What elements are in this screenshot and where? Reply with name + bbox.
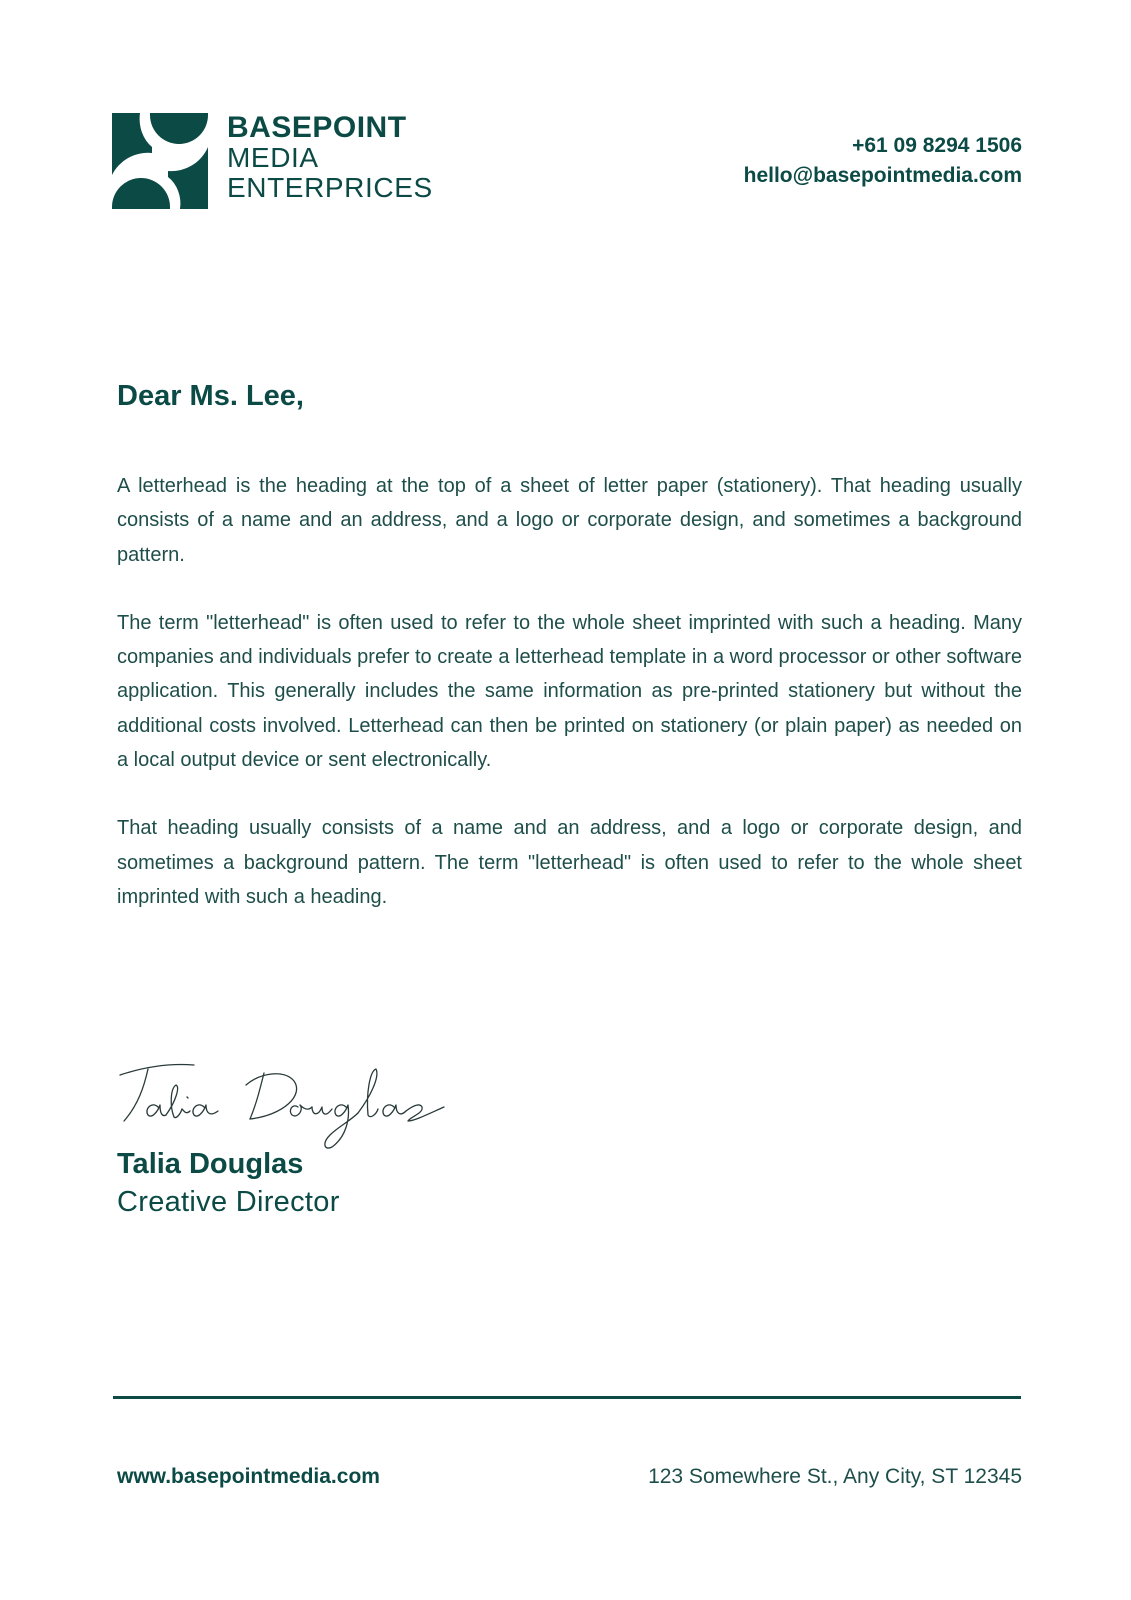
body-paragraph-2: The term "letterhead" is often used to refer to the whole sheet imprinted with such a heading. Many companies and individuals prefer to create a letterhead template in a word processor or other software application. This generally includes the same information as pre-printed stationery but without the additional costs involved. Letterhead can then be printed on stationery (or plain paper) as needed on a local output device or sent electronically.	[117, 611, 1022, 772]
brand-line-media: MEDIA	[227, 142, 319, 173]
header-contact	[744, 131, 1022, 191]
signer-title: Creative Director	[117, 1186, 340, 1218]
footer-divider	[113, 1396, 1021, 1399]
basepoint-logo-icon	[112, 113, 208, 209]
letter-body	[117, 469, 1022, 948]
salutation: Dear Ms. Lee,	[117, 380, 304, 412]
body-paragraph-3: That heading usually consists of a name and an address, and a logo or corporate design, and sometimes a background pattern. The term "letterhead" is often used to refer to the whole sheet imprinted with such a heading.	[117, 817, 1022, 908]
signer-name: Talia Douglas	[117, 1148, 304, 1180]
footer-website[interactable]: www.basepointmedia.com	[117, 1465, 380, 1488]
body-paragraph-1: A letterhead is the heading at the top of a sheet of letter paper (stationery). That heading usually consists of a name and an address, and a logo or corporate design, and sometimes a background pattern.	[117, 475, 1022, 566]
email-address: hello@basepointmedia.com	[743, 164, 1022, 187]
handwritten-signature	[114, 1045, 449, 1155]
footer-address: 123 Somewhere St., Any City, ST 12345	[648, 1465, 1022, 1488]
phone-number: +61 09 8294 1506	[852, 134, 1022, 157]
brand-line-basepoint: BASEPOINT	[227, 111, 407, 144]
brand-name	[227, 113, 433, 204]
brand-line-enterprices: ENTERPRICES	[227, 172, 433, 203]
